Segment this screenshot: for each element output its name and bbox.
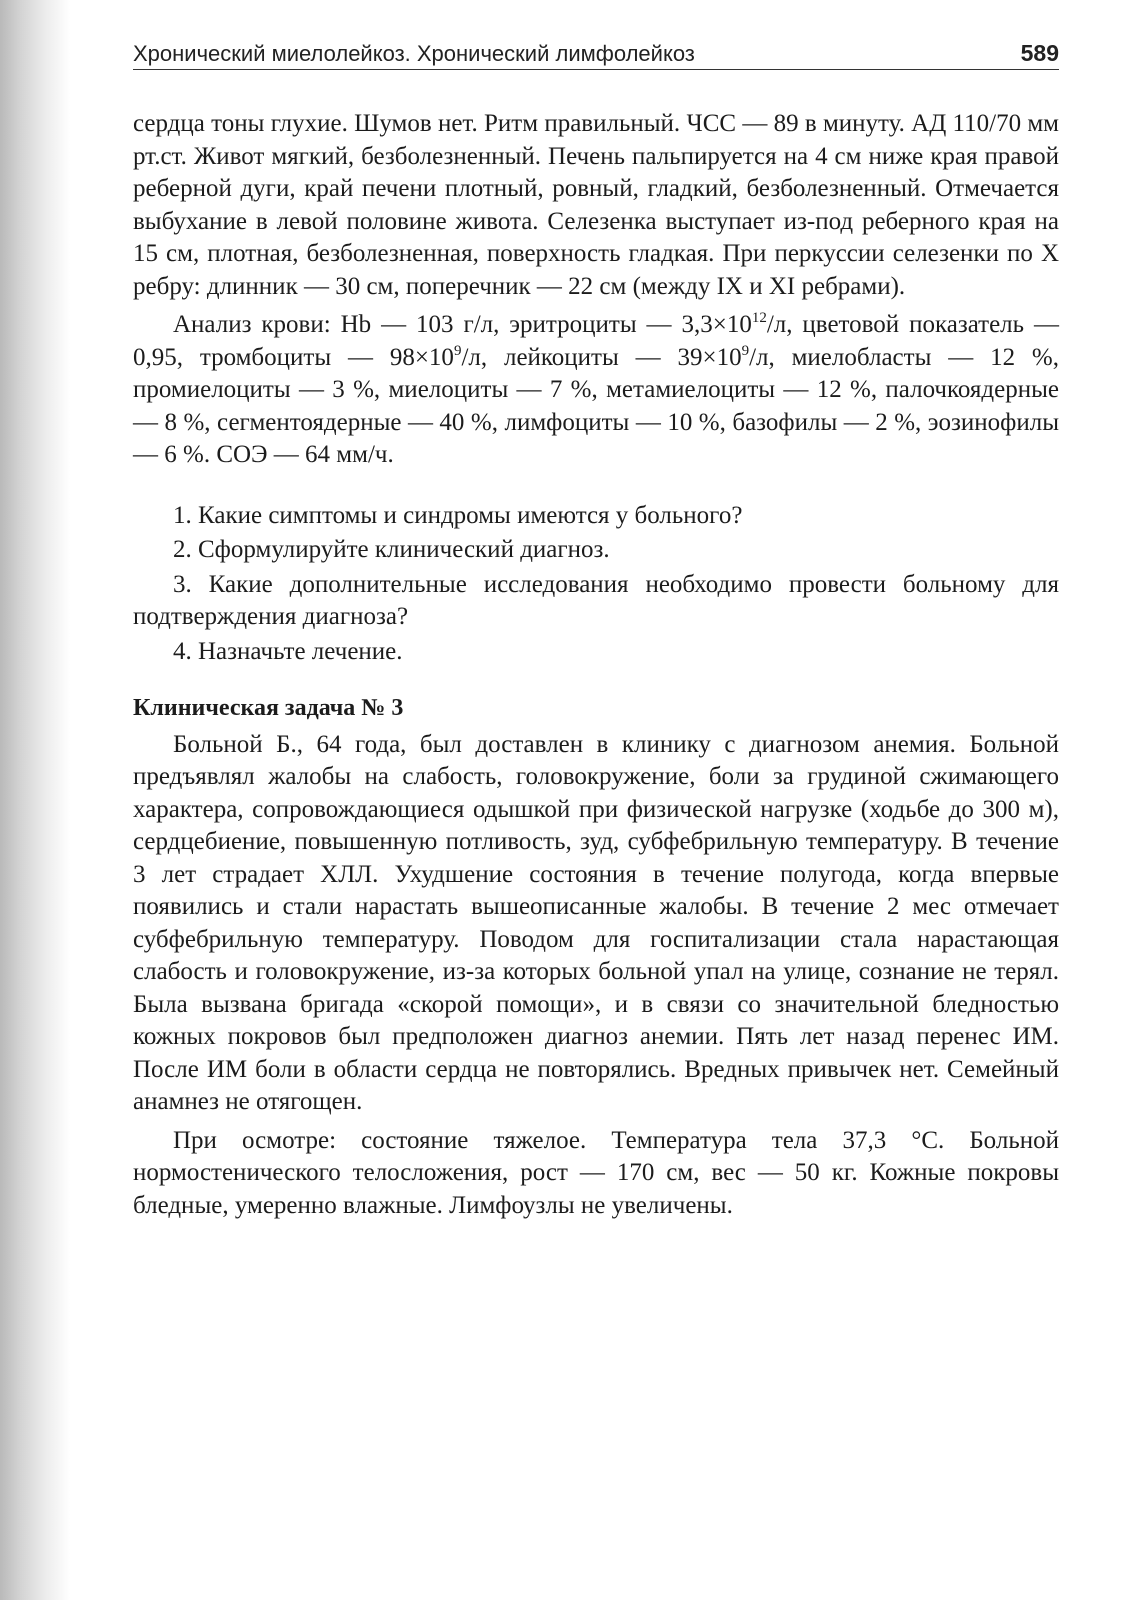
superscript-exponent: 9 <box>741 342 750 359</box>
book-page <box>133 40 1059 1222</box>
question-item: 4. Назначьте лечение. <box>173 637 403 665</box>
page-body <box>133 108 1059 1222</box>
blood-test-part-d: /л, миелобласты — 12 %, промиелоциты — 3 %, миелоциты — 7 %, метамиелоциты — 12 %, палочкоядерные — 8 %, сегментоядерные — 40 %, лимфоциты — 10 %, базофилы — 2 %, эозинофилы — 6 %. СОЭ — 64 мм/ч. <box>133 343 1059 468</box>
page-gutter-shadow <box>0 0 70 1600</box>
paragraph-blood-test <box>133 309 1059 472</box>
blood-test-part-a: Анализ крови: Hb — 103 г/л, эритроциты — 3,3×10 <box>173 311 752 338</box>
paragraph-task3-history: Больной Б., 64 года, был доставлен в клинику с диагнозом анемия. Больной предъявлял жалобы на слабость, головокружение, боли за грудиной сжимающего характера, сопровождающиеся одышкой при физической нагрузке (ходьбе до 300 м), сердцебиение, повышенную потливость, зуд, субфебрильную температуру. В течение 3 лет страдает ХЛЛ. Ухудшение состояния в течение полугода, когда впервые появились и стали нарастать вышеописанные жалобы. В течение 2 мес отмечает субфебрильную температуру. Поводом для госпитализации стала нарастающая слабость и головокружение, из-за которых больной упал на улице, сознание не терял. Была вызвана бригада «скорой помощи», и в связи со значительной бледностью кожных покровов был предположен диагноз анемии. Пять лет назад перенес ИМ. После ИМ боли в области сердца не повторялись. Вредных привычек нет. Семейный анамнез не отягощен. <box>133 730 1059 1115</box>
questions-list <box>133 500 1059 669</box>
paragraph-task3-exam: При осмотре: состояние тяжелое. Температура тела 37,3 °С. Больной нормостенического телосложения, рост — 170 см, вес — 50 кг. Кожные покровы бледные, умеренно влажные. Лимфоузлы не увеличены. <box>133 1126 1059 1219</box>
blood-test-part-b: /л, цветовой показатель — 0,95, тромбоциты — 98×10 <box>133 311 1059 371</box>
superscript-exponent: 9 <box>453 342 462 359</box>
question-item: 3. Какие дополнительные исследования необходимо провести больному для подтверждения диагноза? <box>133 570 1059 630</box>
page-number: 589 <box>1020 40 1059 66</box>
running-header-title: Хронический миелолейкоз. Хронический лимфолейкоз <box>133 41 695 66</box>
question-item: 2. Сформулируйте клинический диагноз. <box>173 536 610 563</box>
blood-test-part-c: /л, лейкоциты — 39×10 <box>461 343 742 371</box>
question-item: 1. Какие симптомы и синдромы имеются у больного? <box>173 501 743 529</box>
section-heading-task-3: Клиническая задача № 3 <box>133 695 404 721</box>
superscript-exponent: 12 <box>751 310 767 326</box>
paragraph-exam-continuation: сердца тоны глухие. Шумов нет. Ритм правильный. ЧСС — 89 в минуту. АД 110/70 мм рт.ст. Живот мягкий, безболезненный. Печень пальпируется на 4 см ниже края правой реберной дуги, край печени плотный, ровный, гладкий, безболезненный. Отмечается выбухание в левой половине живота. Селезенка выступает из-под реберного края на 15 см, плотная, безболезненная, поверхность гладкая. При перкуссии селезенки по X ребру: длинник — 30 см, поперечник — 22 см (между IX и XI ребрами). <box>133 110 1059 300</box>
running-header <box>133 40 1059 70</box>
